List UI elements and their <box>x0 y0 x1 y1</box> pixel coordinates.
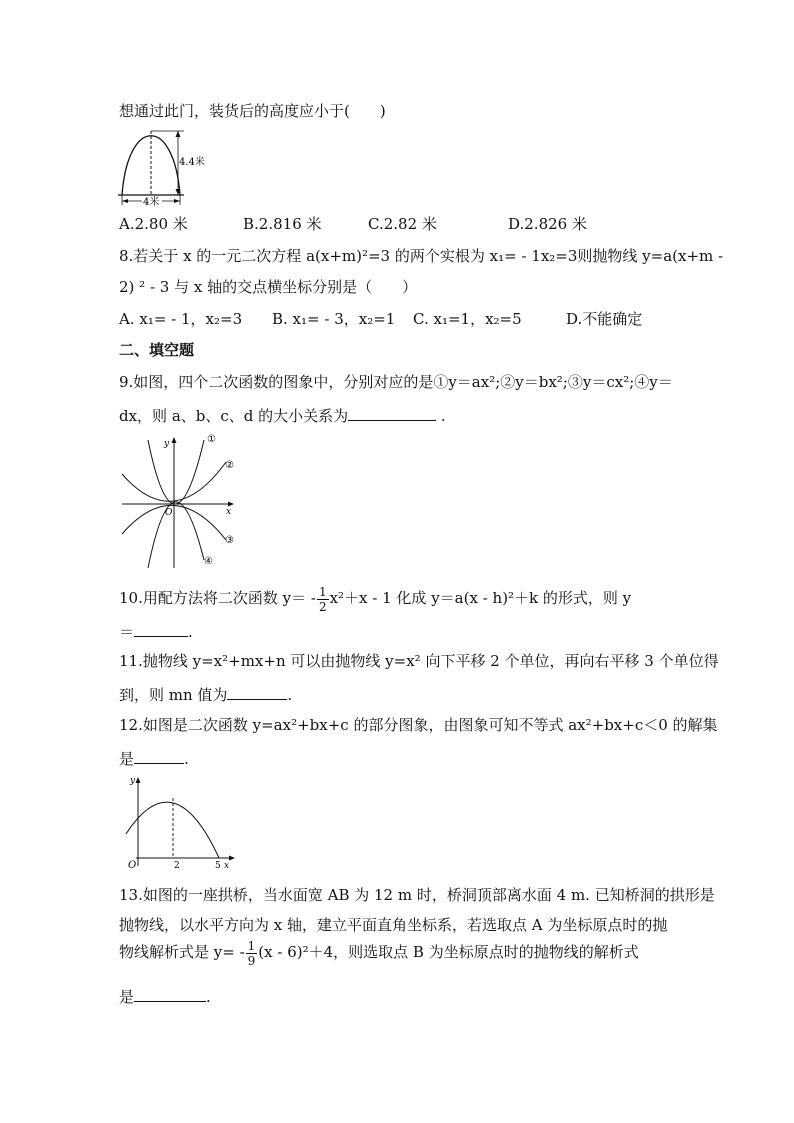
q10-text-post: x²＋x - 1 化成 y＝a(x - h)²＋k 的形式，则 y <box>329 589 632 607</box>
q7-width-label: 4米 <box>143 197 160 208</box>
q10-text-pre: 10.用配方法将二次函数 y＝ - <box>119 589 316 607</box>
q11-answer-blank[interactable] <box>227 683 287 700</box>
q9-curve-label-1: ① <box>207 434 216 445</box>
q13-line3-pre: 物线解析式是 y= - <box>119 943 245 961</box>
q13-line3 <box>119 938 639 968</box>
q11-line2-end: . <box>287 686 293 704</box>
q9-line2-end: . <box>436 407 446 425</box>
q9-line2 <box>119 404 446 426</box>
q10-line1 <box>119 584 631 614</box>
q7-option-d[interactable]: D.2.826 米 <box>508 215 587 233</box>
q12-line2-end: . <box>184 750 189 768</box>
q13-line3-post: (x - 6)²＋4，则选取点 B 为坐标原点时的抛物线的解析式 <box>258 943 639 961</box>
q11-line1: 11.抛物线 y=x²+mx+n 可以由抛物线 y=x² 向下平移 2 个单位，再向右平移 3 个单位得 <box>119 652 719 670</box>
q13-answer-blank[interactable] <box>134 985 206 1002</box>
q12-line2 <box>119 747 189 769</box>
q8-option-d[interactable]: D.不能确定 <box>566 310 643 328</box>
section-heading: 二、填空题 <box>119 341 195 359</box>
q10-line2-text: ＝ <box>119 623 135 641</box>
q8-line2: 2) ² - 3 与 x 轴的交点横坐标分别是（ ） <box>119 278 418 296</box>
q9-curve-label-3: ③ <box>225 535 234 546</box>
q9-y-axis-label: y <box>164 439 170 449</box>
q10-fraction <box>317 585 329 614</box>
q12-line2-text: 是 <box>119 750 135 768</box>
q10-fraction-numerator: 1 <box>318 584 327 599</box>
q10-fraction-denominator: 2 <box>318 599 327 614</box>
q9-curve-label-4: ④ <box>204 556 213 567</box>
q7-option-a[interactable]: A.2.80 米 <box>119 215 188 233</box>
q9-line1: 9.如图，四个二次函数的图象中，分别对应的是①y＝ax²;②y＝bx²;③y＝cx²;④y＝ <box>119 373 673 391</box>
q13-line1: 13.如图的一座拱桥，当水面宽 AB 为 12 m 时，桥洞顶部离水面 4 m. 已知桥洞的拱形是 <box>119 886 715 904</box>
q8-line1: 8.若关于 x 的一元二次方程 a(x+m)²=3 的两个实根为 x₁= - 1x₂=3则抛物线 y=a(x+m - <box>119 247 724 265</box>
q9-answer-blank[interactable] <box>348 404 436 421</box>
q7-question-tail: 想通过此门，装货后的高度应小于( ) <box>119 102 386 120</box>
q12-line1: 12.如图是二次函数 y=ax²+bx+c 的部分图象，由图象可知不等式 ax²+bx+c＜0 的解集 <box>119 716 718 734</box>
q12-origin-label: O <box>128 860 137 871</box>
q13-line4-text: 是 <box>119 988 135 1006</box>
q12-x-axis-label: x <box>224 861 230 871</box>
q11-line2-text: 到，则 mn 值为 <box>119 686 228 704</box>
q9-parabolas-figure <box>118 432 242 570</box>
q10-answer-blank[interactable] <box>134 620 188 637</box>
q8-option-c[interactable]: C. x₁=1，x₂=5 <box>413 310 522 328</box>
q13-line4-end: . <box>206 988 211 1006</box>
q10-line2-end: . <box>188 623 193 641</box>
q8-option-a[interactable]: A. x₁= - 1，x₂=3 <box>119 310 243 328</box>
q13-line4 <box>119 985 211 1007</box>
q9-curve-label-2: ② <box>225 460 234 471</box>
q7-option-c[interactable]: C.2.82 米 <box>368 215 437 233</box>
q13-fraction-denominator: 9 <box>247 953 256 968</box>
q12-parabola-figure <box>118 770 242 872</box>
q13-line2: 抛物线，以水平方向为 x 轴，建立平面直角坐标系，若选取点 A 为坐标原点时的抛 <box>119 916 668 934</box>
q12-y-axis-label: y <box>130 776 136 786</box>
q7-door-figure <box>118 128 210 208</box>
q13-fraction <box>246 939 258 968</box>
q8-option-b[interactable]: B. x₁= - 3，x₂=1 <box>272 310 396 328</box>
q9-x-axis-label: x <box>226 507 232 517</box>
q9-origin-label: O <box>165 508 173 518</box>
q12-tick-5: 5 <box>215 861 221 871</box>
q7-height-label: 4.4米 <box>179 157 205 168</box>
q13-fraction-numerator: 1 <box>247 938 256 953</box>
q12-tick-2: 2 <box>174 861 180 871</box>
q9-line2-text: dx，则 a、b、c、d 的大小关系为 <box>119 407 349 425</box>
q11-line2 <box>119 683 292 705</box>
q12-answer-blank[interactable] <box>134 747 184 764</box>
q10-line2 <box>119 620 193 642</box>
q7-option-b[interactable]: B.2.816 米 <box>243 215 322 233</box>
